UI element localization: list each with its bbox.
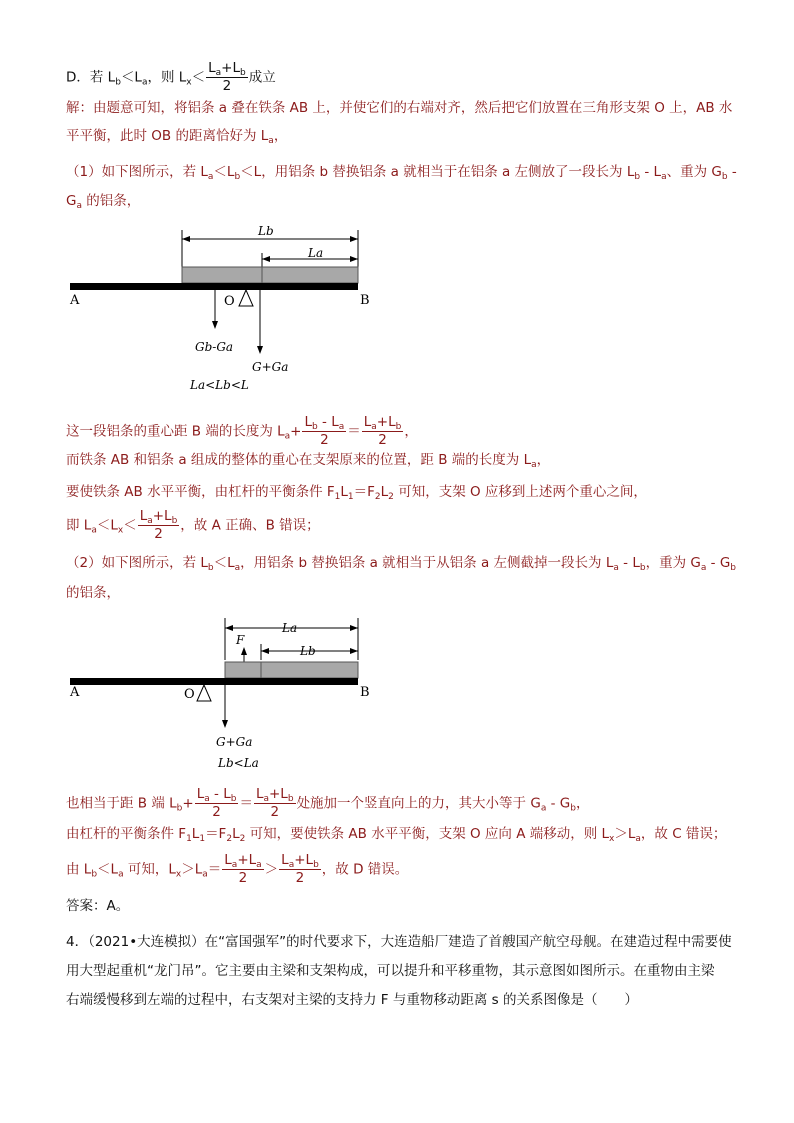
- lb-label: Lb: [258, 224, 274, 238]
- aluminum-strip-a: [225, 662, 358, 678]
- part1-line-4: 而铁条 AB 和铝条 a 组成的整体的重心在支架原来的位置，距 B 端的长度为 $L_a$，: [66, 452, 551, 470]
- fraction: $\frac{L_a+L_b}{2}$: [255, 786, 294, 820]
- question-4-line-2: 用大型起重机“龙门吊”。它主要由主梁和支架构成，可以提升和平移重物，其示意图如图所示。在重物由主梁: [66, 963, 715, 979]
- question-4-line-1: 4．（2021•大连模拟）在“富国强军”的时代要求下，大连造船厂建造了首艘国产航空母舰。在建造过程中需要使: [66, 934, 732, 950]
- aluminum-strip-b: [182, 267, 358, 283]
- fraction: $\frac{L_a+L_b}{2}$: [281, 852, 319, 886]
- figure-2-caption: Lb<La: [218, 756, 259, 770]
- solution-line-2: 平平衡，此时 OB 的距离恰好为 $L_a$，: [66, 128, 288, 146]
- part2-line-1: （2）如下图所示，若 $L_b<L_a$，用铝条 b 替换铝条 a 就相当于从铝条 a 左侧截掉一段长为 $L_a - L_b$，重为 $G_a - G_b$: [66, 555, 736, 573]
- fulcrum-triangle: [197, 685, 211, 701]
- fraction: $\frac{L_a+L_b}{2}$: [208, 60, 246, 94]
- answer: 答案：A。: [66, 898, 130, 914]
- part2-line-4: 由杠杆的平衡条件 $F_1L_1=F_2L_2$ 可知，要使铁条 AB 水平平衡，支架 O 应向 A 端移动，则 $L_x>L_a$，故 C 错误；: [66, 826, 727, 844]
- solution-line-1: 解：由题意可知，将铝条 a 叠在铁条 AB 上，并使它们的右端对齐，然后把它们放置在三角形支架 O 上，AB 水: [66, 100, 733, 116]
- subscript: a: [141, 77, 148, 88]
- lb-label: Lb: [300, 644, 316, 658]
- label-b: B: [360, 685, 370, 700]
- part2-line-3: 也相当于距 B 端 $L_b+$ $\frac{L_a - L_b}{2}$ ＝ $\frac{L_a+L_b}{2}$ 处施加一个竖直向上的力，其大小等于 $G_a - G_b$，: [66, 786, 590, 820]
- part1-line-1: （1）如下图所示，若 $L_a<L_b<L$，用铝条 b 替换铝条 a 就相当于在铝条 a 左侧放了一段长为 $L_b - L_a$、重为 $G_b$ -: [66, 164, 737, 182]
- force-label-2: G+Ga: [252, 360, 289, 374]
- part2-line-5: 由 $L_b<L_a$ 可知，$L_x>L_a=$ $\frac{L_a+L_a}{2}$ ＞ $\frac{L_a+L_b}{2}$ ，故 D 错误。: [66, 852, 409, 886]
- figure-1: [0, 215, 794, 415]
- fraction: $\frac{L_a+L_b}{2}$: [363, 414, 402, 448]
- label-o: O: [224, 294, 235, 309]
- force-label-1: Gb-Ga: [195, 340, 234, 354]
- text: ＜: [191, 69, 206, 86]
- la-label: La: [308, 246, 324, 260]
- la-label: La: [282, 621, 298, 635]
- label-a: A: [70, 293, 80, 308]
- text: D．若 L: [66, 69, 116, 86]
- part1-line-5: 要使铁条 AB 水平平衡，由杠杆的平衡条件 $F_1L_1=F_2L_2$ 可知，支架 O 应移到上述两个重心之间，: [66, 484, 647, 502]
- fraction: $\frac{L_a+L_a}{2}$: [224, 852, 262, 886]
- label-o: O: [184, 687, 195, 702]
- option-d: [66, 60, 276, 95]
- question-4-line-3: 右端缓慢移到左端的过程中，右支架对主梁的支持力 F 与重物移动距离 s 的关系图像是（ ）: [66, 992, 638, 1008]
- fraction: $\frac{L_a+L_b}{2}$: [139, 508, 178, 542]
- subscript: b: [115, 77, 121, 88]
- force-f-label: F: [236, 633, 245, 647]
- iron-bar-ab: [70, 678, 358, 685]
- figure-1-caption: La<Lb<L: [190, 378, 249, 392]
- part2-line-2: 的铝条，: [66, 585, 120, 601]
- text: ，则 L: [147, 69, 187, 86]
- subscript: x: [186, 77, 192, 88]
- label-b: B: [360, 293, 370, 308]
- figure-2: [0, 610, 794, 780]
- fraction: $\frac{L_a - L_b}{2}$: [196, 786, 237, 820]
- part1-line-2: $G_a$ 的铝条，: [66, 193, 141, 211]
- fulcrum-triangle: [239, 290, 253, 306]
- text: 成立: [248, 69, 276, 86]
- part1-line-6: 即 $L_a<L_x<$ $\frac{L_a+L_b}{2}$ ，故 A 正确、B 错误；: [66, 508, 320, 542]
- part1-line-3: 这一段铝条的重心距 B 端的长度为 $L_a+$ $\frac{L_b - L_a}{2}$ ＝ $\frac{L_a+L_b}{2}$ ，: [66, 414, 418, 448]
- force-label-weight: G+Ga: [216, 735, 253, 749]
- fraction: $\frac{L_b - L_a}{2}$: [304, 414, 345, 448]
- iron-bar-ab: [70, 283, 358, 290]
- label-a: A: [70, 685, 80, 700]
- text: ＜L: [120, 69, 142, 86]
